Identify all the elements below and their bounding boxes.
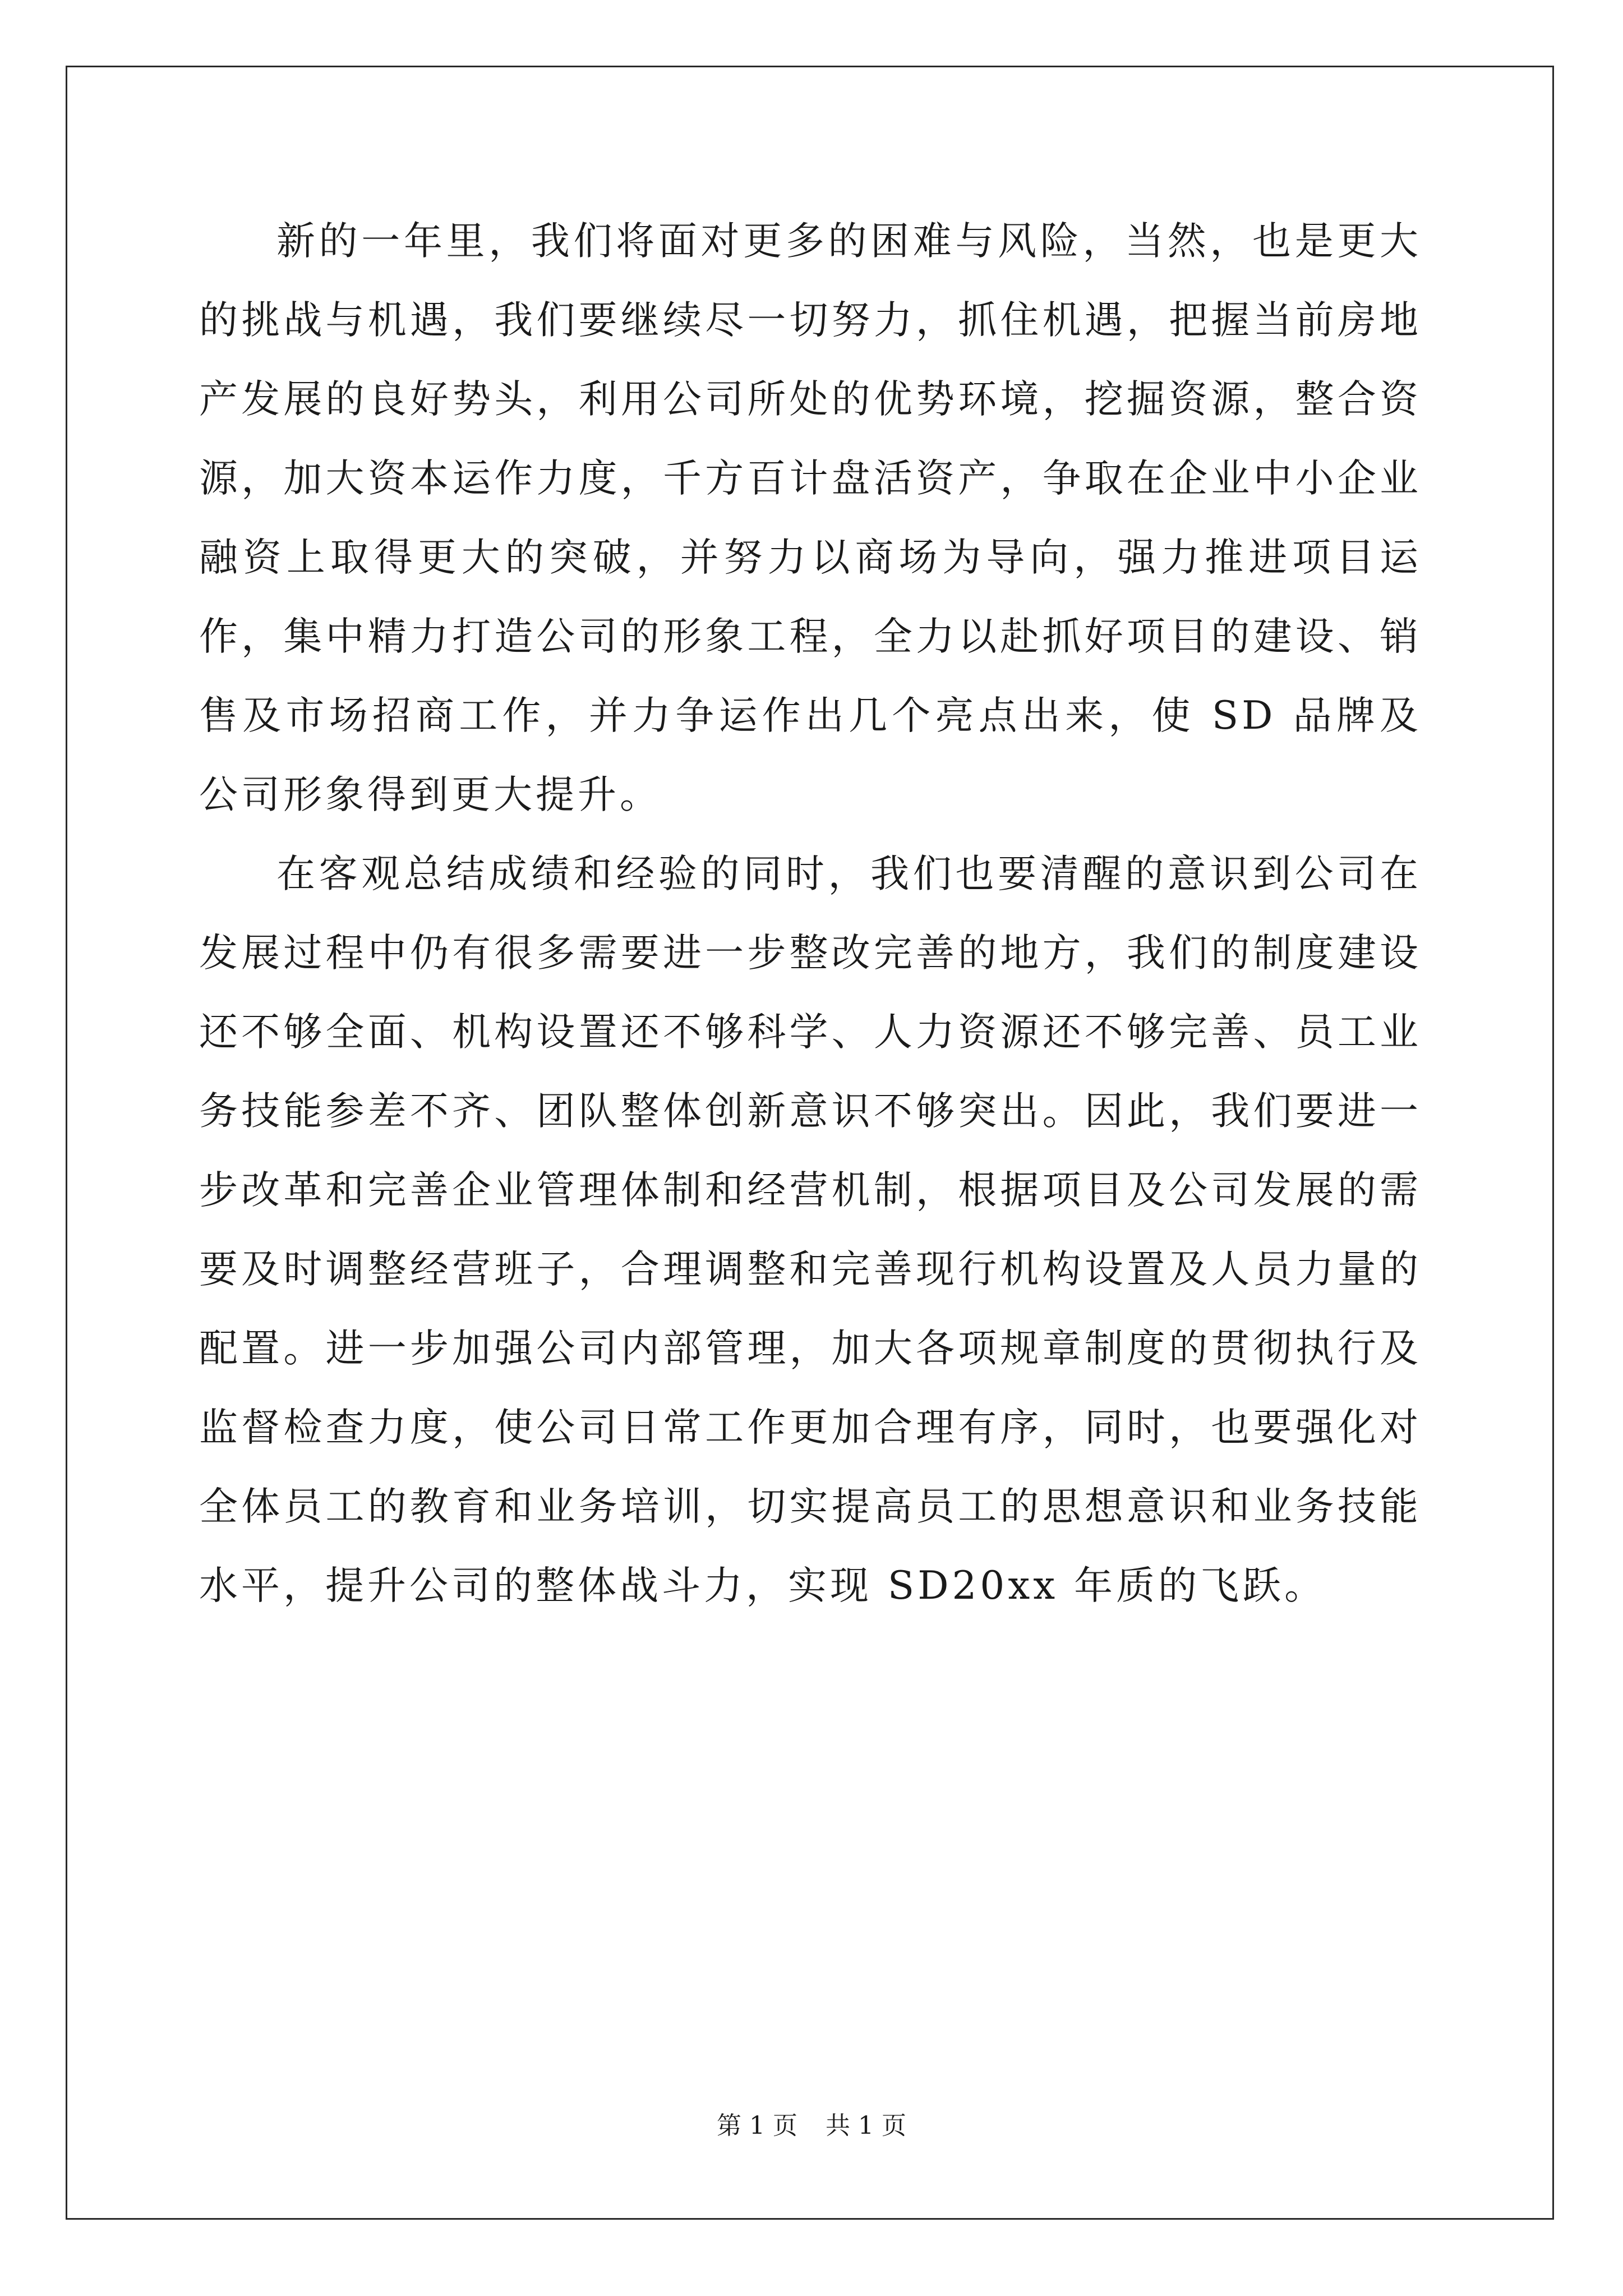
paragraph-1: 新的一年里，我们将面对更多的困难与风险，当然，也是更大的挑战与机遇，我们要继续尽一切努力，抓住机遇，把握当前房地产发展的良好势头，利用公司所处的优势环境，挖掘资源，整合资源，加大资本运作力度，千方百计盘活资产，争取在企业中小企业融资上取得更大的突破，并努力以商场为导向，强力推进项目运作，集中精力打造公司的形象工程，全力以赴抓好项目的建设、销售及市场招商工作，并力争运作出几个亮点出来，使 SD 品牌及公司形象得到更大提升。 (199, 219, 1422, 817)
paragraph-2: 在客观总结成绩和经验的同时，我们也要清醒的意识到公司在发展过程中仍有很多需要进一步整改完善的地方，我们的制度建设还不够全面、机构设置还不够科学、人力资源还不够完善、员工业务技能参差不齐、团队整体创新意识不够突出。因此，我们要进一步改革和完善企业管理体制和经营机制，根据项目及公司发展的需要及时调整经营班子，合理调整和完善现行机构设置及人员力量的配置。进一步加强公司内部管理，加大各项规章制度的贯彻执行及监督检查力度，使公司日常工作更加合理有序，同时，也要强化对全体员工的教育和业务培训，切实提高员工的思想意识和业务技能水平，提升公司的整体战斗力，实现 SD20xx 年质的飞跃。 (199, 852, 1422, 1608)
page-footer (0, 2110, 1623, 2142)
document-body (199, 202, 1422, 1626)
page-number: 第 1 页 (717, 2111, 797, 2140)
page-total: 共 1 页 (826, 2111, 906, 2140)
